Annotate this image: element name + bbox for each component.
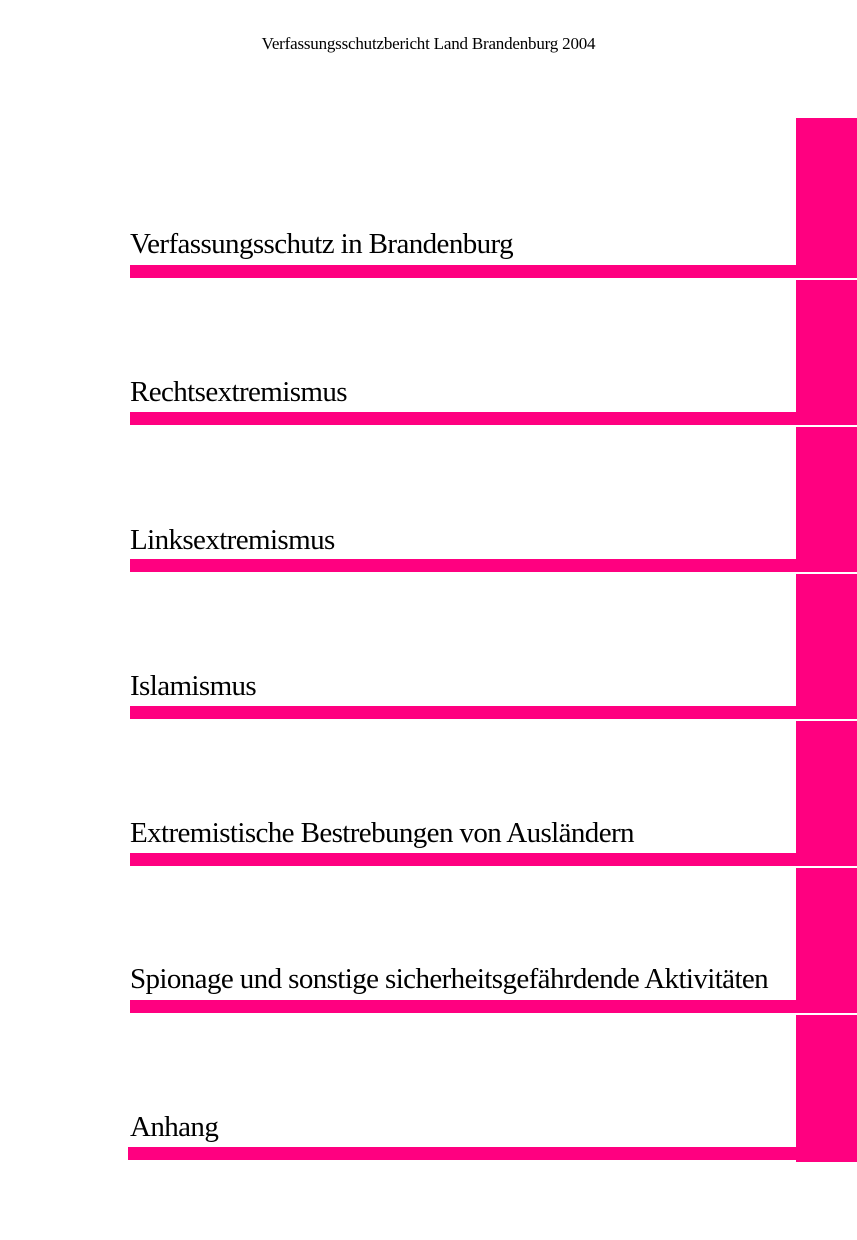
section-tab-marker [796, 1015, 857, 1162]
section-anhang [0, 1015, 857, 1162]
section-linksextremismus [0, 427, 857, 574]
running-header-text: Verfassungsschutzbericht Land Brandenburg 2004 [261, 34, 596, 53]
section-title: Linksextremismus [130, 524, 335, 556]
section-title: Islamismus [130, 670, 257, 702]
section-title: Rechtsextremismus [130, 376, 347, 408]
section-underline-bar [130, 412, 796, 425]
section-tab-marker [796, 118, 857, 278]
section-auslaender [0, 721, 857, 868]
section-underline-bar [130, 1000, 796, 1013]
section-title: Verfassungsschutz in Brandenburg [130, 228, 513, 260]
section-tab-marker [796, 280, 857, 425]
section-title: Spionage und sonstige sicherheitsgefährdende Aktivitäten [130, 963, 769, 995]
section-tab-marker [796, 427, 857, 572]
section-islamismus [0, 574, 857, 721]
section-rechtsextremismus [0, 280, 857, 427]
section-underline-bar [130, 706, 796, 719]
section-tab-marker [796, 574, 857, 719]
running-header [0, 34, 857, 54]
section-underline-bar [130, 265, 796, 278]
section-underline-bar [130, 853, 796, 866]
section-tab-marker [796, 868, 857, 1013]
section-tab-marker [796, 721, 857, 866]
section-title: Anhang [130, 1111, 219, 1143]
section-title: Extremistische Bestrebungen von Ausländern [130, 817, 634, 849]
section-underline-bar [128, 1147, 857, 1160]
section-underline-bar [130, 559, 796, 572]
section-spionage [0, 868, 857, 1015]
section-verfassungsschutz [0, 118, 857, 280]
